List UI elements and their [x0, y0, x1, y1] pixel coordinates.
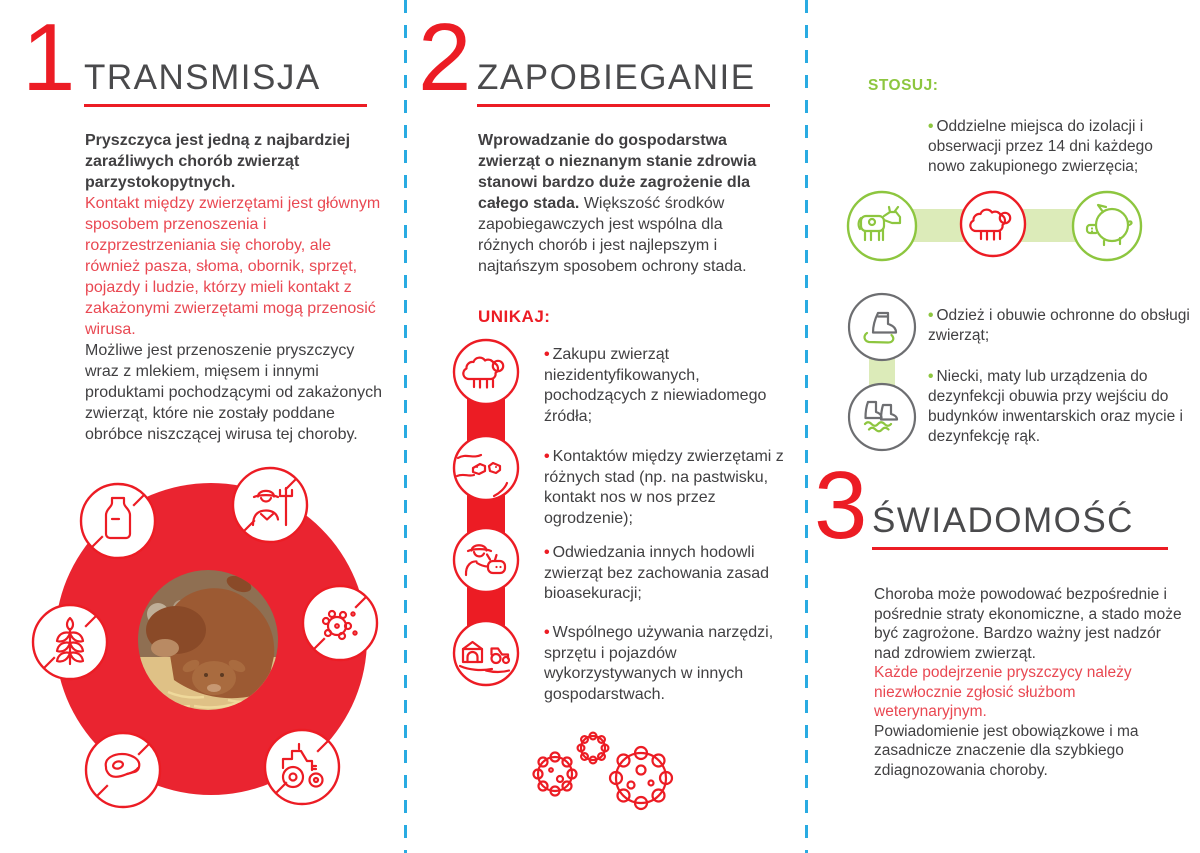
section-1-intro-bold: Pryszczyca jest jedną z najbardziej zaraźliwych chorób zwierząt parzystokopytnych.: [85, 132, 351, 191]
bullet: •: [928, 307, 934, 324]
section-2-intro: [478, 130, 781, 277]
pig-icon: [1073, 192, 1141, 260]
virus-icon: [303, 586, 377, 660]
avoid-list: [440, 340, 796, 740]
avoid-item-4: [544, 623, 796, 705]
section-2-number: 2: [418, 4, 472, 111]
sheep-icon: [454, 340, 518, 404]
transmission-sources-diagram: [18, 462, 410, 850]
bullet: •: [544, 544, 550, 561]
section-3-number: 3: [814, 452, 868, 559]
avoid-item-4-text: Wspólnego używania narzędzi, sprzętu i pojazdów wykorzystywanych w innych gospodarstwach.: [544, 624, 774, 703]
farm-equipment-icon: [454, 621, 518, 685]
avoid-item-2: [544, 447, 796, 529]
farmer-icon: [233, 468, 307, 542]
meat-icon: [86, 733, 160, 807]
avoid-item-3: [544, 543, 796, 605]
cow-icon: [848, 192, 916, 260]
apply-item-3: [928, 367, 1198, 447]
section-3-body-red: Każde podejrzenie pryszczycy należy niezwłocznie zgłosić służbom weterynaryjnym.: [874, 664, 1132, 720]
virus-small: [578, 733, 609, 764]
boots-disinfection-icon: [849, 384, 915, 450]
section-3-title-underline: [872, 547, 1168, 550]
apply-item-2-text: Odzież i obuwie ochronne do obsługi zwierząt;: [928, 307, 1190, 344]
hygiene-icons: [845, 290, 923, 458]
column-divider-2: [805, 0, 808, 853]
section-3-body-rest: Powiadomienie jest obowiązkowe i ma zasadnicze znaczenie dla szybkiego zdiagnozowania choroby.: [874, 722, 1139, 779]
section-1-title-underline: [84, 104, 367, 107]
apply-item-1: [928, 117, 1192, 177]
animals-nose-contact-icon: [454, 436, 518, 500]
sheep-red-icon: [961, 192, 1025, 256]
avoid-icons: [440, 334, 540, 694]
bullet: •: [928, 368, 934, 385]
section-3-title: ŚWIADOMOŚĆ: [872, 501, 1134, 540]
apply-heading: STOSUJ:: [868, 77, 939, 94]
wheat-icon: [33, 605, 107, 679]
virus-large: [610, 747, 672, 809]
section-2-intro-bold: Wprowadzanie do gospodarstwa zwierząt o nieznanym stanie zdrowia stanowi bardzo duże zagrożenie dla całego stada.: [478, 132, 757, 212]
avoid-item-1: [544, 345, 796, 427]
section-3-body-intro: Choroba może powodować bezpośrednie i pośrednie straty ekonomiczne, a stado może być zagrożone. Bardzo ważny jest nadzór nad zdrowiem zwierząt.: [874, 586, 1182, 662]
section-1-number: 1: [22, 4, 76, 111]
avoid-item-2-text: Kontaktów między zwierzętami z różnych stad (np. na pastwisku, kontakt nos w nos przez ogrodzenie);: [544, 448, 784, 527]
section-1-intro-red: Kontakt między zwierzętami jest głównym sposobem przenoszenia i rozprzestrzeniania się choroby, ale również pasza, słoma, obornik, sprzęt, pojazdy i ludzie, którzy mieli kontakt z zakażonymi zwierzętami mogą przenosić wirusa.: [85, 195, 381, 338]
virus-medium: [534, 753, 577, 796]
boot-on-mat-icon: [849, 294, 915, 360]
section-1-intro: [85, 130, 385, 445]
apply-item-3-text: Niecki, maty lub urządzenia do dezynfekcji obuwia przy wejściu do budynków inwentarskich oraz mycie i dezynfekcję rąk.: [928, 368, 1183, 445]
avoid-item-1-text: Zakupu zwierząt niezidentyfikowanych, pochodzących z niewiadomego źródła;: [544, 346, 767, 425]
virus-cluster-icon: [518, 722, 688, 817]
apply-item-2: [928, 306, 1192, 346]
tractor-icon: [265, 730, 339, 804]
farmer-with-cow-icon: [454, 528, 518, 592]
section-2-title-underline: [477, 104, 770, 107]
section-3-body: [874, 585, 1186, 780]
cow-sheep-pig-icons: [845, 188, 1157, 266]
section-2-intro-rest: Większość środków zapobiegawczych jest wspólna dla różnych chorób i jest najlepszym i najtańszym sposobem ochrony stada.: [478, 195, 747, 275]
section-1-title: TRANSMISJA: [84, 58, 321, 97]
milk-bottle-icon: [81, 484, 155, 558]
bullet: •: [544, 346, 550, 363]
section-1-intro-rest: Możliwe jest przenoszenie pryszczycy wraz z mlekiem, mięsem i innymi produktami pochodzącymi od zakażonych zwierząt, które nie zostały poddane obróbce niszczącej wirusa tej choroby.: [85, 342, 383, 443]
avoid-heading: UNIKAJ:: [478, 307, 551, 326]
bullet: •: [544, 624, 550, 641]
section-2-title: ZAPOBIEGANIE: [477, 58, 756, 97]
apply-item-1-text: Oddzielne miejsca do izolacji i obserwacji przez 14 dni każdego nowo zakupionego zwierzęcia;: [928, 118, 1153, 175]
avoid-item-3-text: Odwiedzania innych hodowli zwierząt bez zachowania zasad bioasekuracji;: [544, 544, 770, 602]
bullet: •: [544, 448, 550, 465]
bullet: •: [928, 118, 934, 135]
